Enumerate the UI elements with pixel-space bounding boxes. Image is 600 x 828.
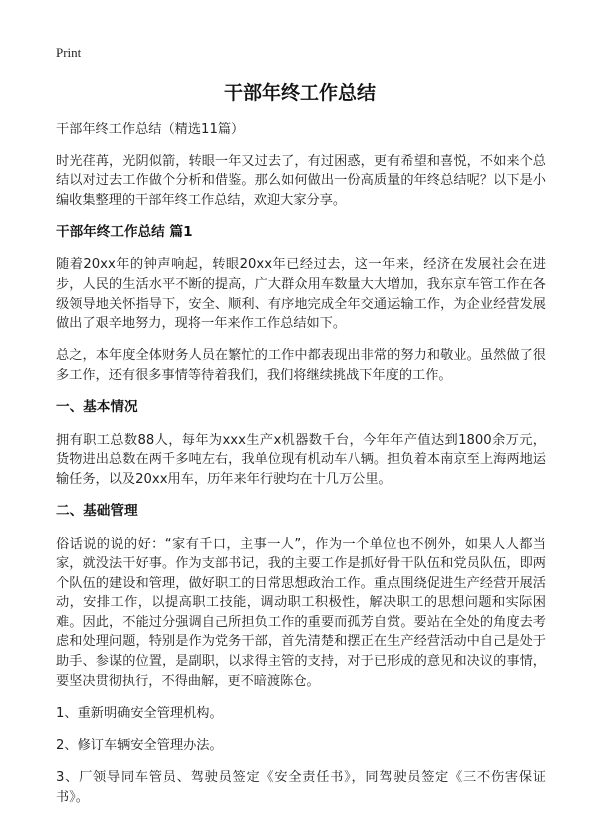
paragraph-2: 总之，本年度全体财务人员在繁忙的工作中都表现出非常的努力和敬业。虽然做了很多工作，还有很多事情等待着我们，我们将继续挑战下年度的工作。 [56,348,546,383]
document-body [56,120,546,820]
list-item-2: 2、修订车辆安全管理办法。 [56,737,223,753]
paragraph-1: 随着20xx年的钟声响起，转眼20xx年已经过去，这一年来，经济在发展社会在进步，人民的生活水平不断的提高，广大群众用车数量大大增加，我东京车管工作在各级领导地关怀指导下，安全、顺利、有序地完成全年交通运输工作，为企业经营发展做出了艰辛地努力，现将一年来作工作总结如下。 [56,257,546,332]
section-basic-text: 拥有职工总数88人，每年为xxx生产x机器数千台，今年年产值达到1800余万元，货物进出总数在两千多吨左右，我单位现有机动车八辆。担负着本南京至上海两地运输任务，以及20xx用车，历年来年行驶均在十几万公里。 [56,432,546,487]
intro-paragraph: 时光荏苒，光阴似箭，转眼一年又过去了，有过困惑，更有希望和喜悦，不如来个总结以对过去工作做个分析和借鉴。那么如何做出一份高质量的年终总结呢？以下是小编收集整理的干部年终工作总结，欢迎大家分享。 [56,153,546,208]
list-item-1: 1、重新明确安全管理机构。 [56,705,223,721]
section-heading-management: 二、基础管理 [56,502,138,519]
subtitle: 干部年终工作总结（精选11篇） [56,122,245,137]
section-management-text: 俗话说的说的好：“家有千口，主事一人”，作为一个单位也不例外，如果人人都当家，就没法干好事。作为支部书记，我的主要工作是抓好骨干队伍和党员队伍，即两个队伍的建设和管理，做好职工的日常思想政治工作。重点围绕促进生产经营开展活动，安排工作，以提高职工技能，调动职工积极性，解决职工的思想问题和实际困难。因此，不能过分强调自己所担负工作的重要而孤芳自赏。要站在全处的角度去考虑和处理问题，特别是作为党务干部，首先清楚和摆正在生产经营活动中自己是处于助手、参谋的位置，是副职，以求得主管的支持，对于已形成的意见和决议的事情，要坚决贯彻执行，不得曲解，更不暗渡陈仓。 [56,536,546,689]
article-heading: 干部年终工作总结 篇1 [56,223,193,240]
page-title: 干部年终工作总结 [223,82,376,104]
print-link[interactable]: Print [56,45,82,60]
list-item-3: 3、厂领导同车管员、驾驶员签定《安全责任书》，同驾驶员签定《三不伤害保证书》。 [56,769,546,805]
section-heading-basic: 一、基本情况 [56,399,138,416]
